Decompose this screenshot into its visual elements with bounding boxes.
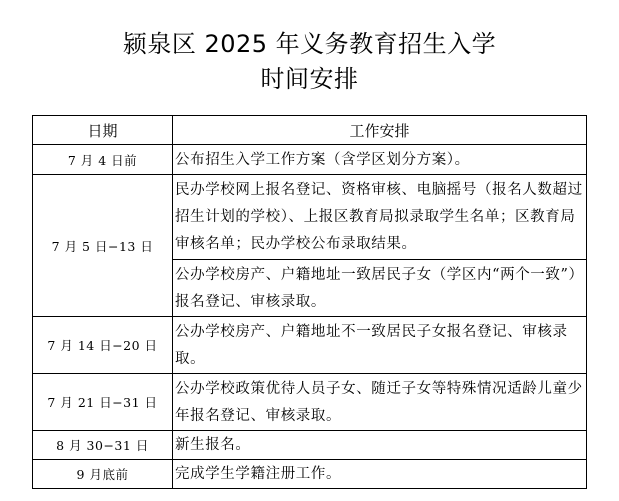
row-task: 民办学校网上报名登记、资格审核、电脑摇号（报名人数超过招生计划的学校）、上报区教育局拟录取学生名单；区教育局审核名单；民办学校公布录取结果。 <box>173 175 587 260</box>
row-task: 公办学校政策优待人员子女、随迁子女等特殊情况适龄儿童少年报名登记、审核录取。 <box>173 374 587 431</box>
row-date: 9 月底前 <box>33 460 173 489</box>
row-task: 公办学校房产、户籍地址一致居民子女（学区内“两个一致”）报名登记、审核录取。 <box>173 260 587 317</box>
document-title-line-1: 颍泉区 2025 年义务教育招生入学 <box>122 30 497 58</box>
row-date: 7 月 21 日−31 日 <box>33 374 173 431</box>
row-date: 7 月 4 日前 <box>33 145 173 175</box>
row-date: 7 月 5 日−13 日 <box>33 175 173 317</box>
table-row <box>33 145 587 175</box>
table-header-row <box>33 116 587 145</box>
table-row <box>33 175 587 260</box>
document-title-line-2: 时间安排 <box>260 65 359 93</box>
row-task: 完成学生学籍注册工作。 <box>173 460 587 489</box>
table-row <box>33 431 587 460</box>
row-task: 公办学校房产、户籍地址不一致居民子女报名登记、审核录取。 <box>173 317 587 374</box>
header-date: 日期 <box>33 116 173 145</box>
table-row <box>33 317 587 374</box>
row-task: 公布招生入学工作方案（含学区划分方案）。 <box>173 145 587 175</box>
row-date: 7 月 14 日−20 日 <box>33 317 173 374</box>
header-work: 工作安排 <box>173 116 587 145</box>
row-date: 8 月 30−31 日 <box>33 431 173 460</box>
schedule-table <box>32 115 587 489</box>
row-task: 新生报名。 <box>173 431 587 460</box>
table-row <box>33 460 587 489</box>
table-row <box>33 374 587 431</box>
